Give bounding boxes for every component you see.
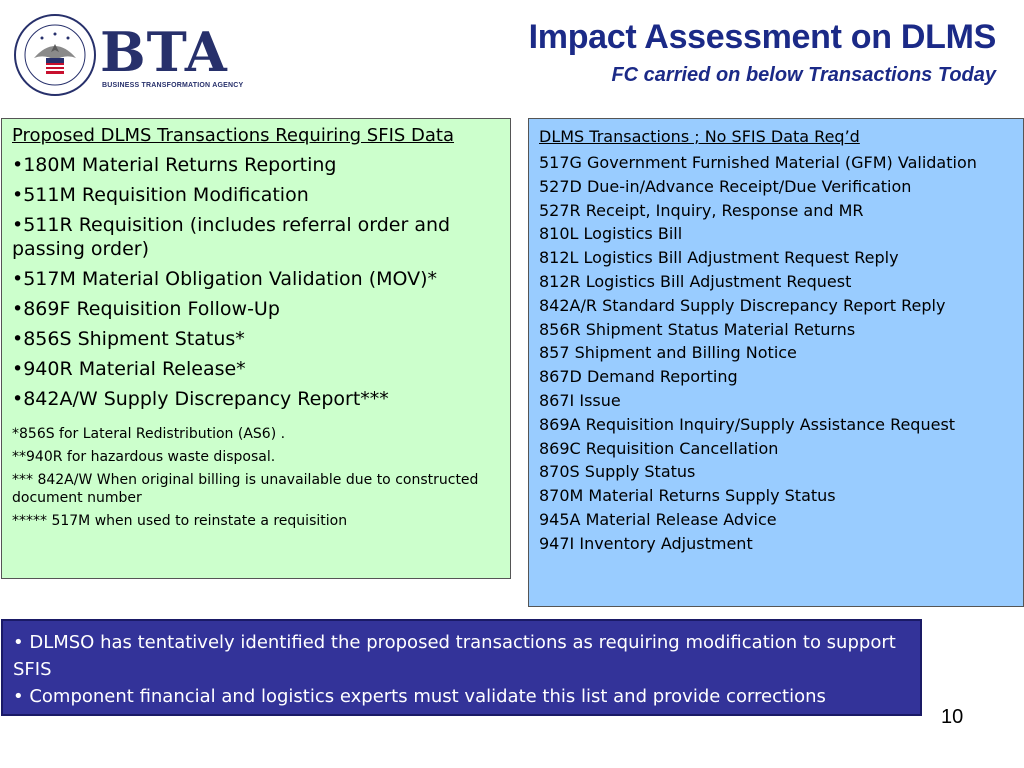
list-item: 869A Requisition Inquiry/Supply Assistance Request bbox=[539, 414, 956, 434]
list-item: 856R Shipment Status Material Returns bbox=[539, 319, 856, 339]
page-number: 10 bbox=[941, 706, 964, 728]
list-item: •842A/W Supply Discrepancy Report*** bbox=[12, 388, 389, 410]
agency-seal-icon bbox=[14, 14, 96, 96]
no-sfis-heading: DLMS Transactions ; No SFIS Data Req’d bbox=[539, 127, 860, 146]
footnote: *856S for Lateral Redistribution (AS6) . bbox=[12, 426, 286, 442]
list-item: 870S Supply Status bbox=[539, 462, 696, 482]
sfis-required-list bbox=[12, 153, 500, 411]
list-item: 810L Logistics Bill bbox=[539, 224, 683, 244]
list-item: •869F Requisition Follow-Up bbox=[12, 298, 280, 320]
list-item: 527D Due-in/Advance Receipt/Due Verification bbox=[539, 176, 912, 196]
list-item: 870M Material Returns Supply Status bbox=[539, 486, 836, 506]
list-item: •940R Material Release* bbox=[12, 358, 246, 380]
slide-title: Impact Assessment on DLMS bbox=[528, 18, 996, 56]
list-item: 947I Inventory Adjustment bbox=[539, 533, 753, 553]
summary-line: • Component financial and logistics experts must validate this list and provide corrections bbox=[13, 686, 826, 707]
bta-logo bbox=[14, 14, 244, 100]
list-item: •517M Material Obligation Validation (MOV)* bbox=[12, 268, 438, 290]
list-item: 812R Logistics Bill Adjustment Request bbox=[539, 271, 852, 291]
list-item: 812L Logistics Bill Adjustment Request Reply bbox=[539, 248, 899, 268]
list-item: •180M Material Returns Reporting bbox=[12, 154, 337, 176]
summary-box bbox=[1, 619, 922, 716]
no-sfis-list bbox=[539, 151, 1013, 556]
list-item: 842A/R Standard Supply Discrepancy Report Reply bbox=[539, 295, 946, 315]
list-item: •856S Shipment Status* bbox=[12, 328, 245, 350]
list-item: •511M Requisition Modification bbox=[12, 184, 309, 206]
footnote: ***** 517M when used to reinstate a requisition bbox=[12, 513, 348, 529]
footnotes bbox=[12, 425, 500, 530]
sfis-required-panel bbox=[1, 118, 511, 579]
no-sfis-panel bbox=[528, 118, 1024, 607]
logo-subtext: BUSINESS TRANSFORMATION AGENCY bbox=[102, 82, 244, 89]
footnote: *** 842A/W When original billing is unavailable due to constructed document number bbox=[12, 472, 479, 506]
list-item: 867D Demand Reporting bbox=[539, 367, 738, 387]
list-item: •511R Requisition (includes referral order and passing order) bbox=[12, 214, 451, 260]
logo-text: BTA bbox=[100, 20, 228, 84]
list-item: 867I Issue bbox=[539, 390, 621, 410]
list-item: 869C Requisition Cancellation bbox=[539, 438, 779, 458]
footnote: **940R for hazardous waste disposal. bbox=[12, 449, 276, 465]
summary-line: • DLMSO has tentatively identified the proposed transactions as requiring modification to support SFIS bbox=[13, 632, 896, 680]
list-item: 527R Receipt, Inquiry, Response and MR bbox=[539, 200, 864, 220]
slide-subtitle: FC carried on below Transactions Today bbox=[611, 64, 996, 86]
sfis-required-heading: Proposed DLMS Transactions Requiring SFIS Data bbox=[12, 125, 455, 146]
list-item: 517G Government Furnished Material (GFM) Validation bbox=[539, 153, 977, 172]
list-item: 857 Shipment and Billing Notice bbox=[539, 343, 797, 363]
list-item: 945A Material Release Advice bbox=[539, 509, 777, 529]
